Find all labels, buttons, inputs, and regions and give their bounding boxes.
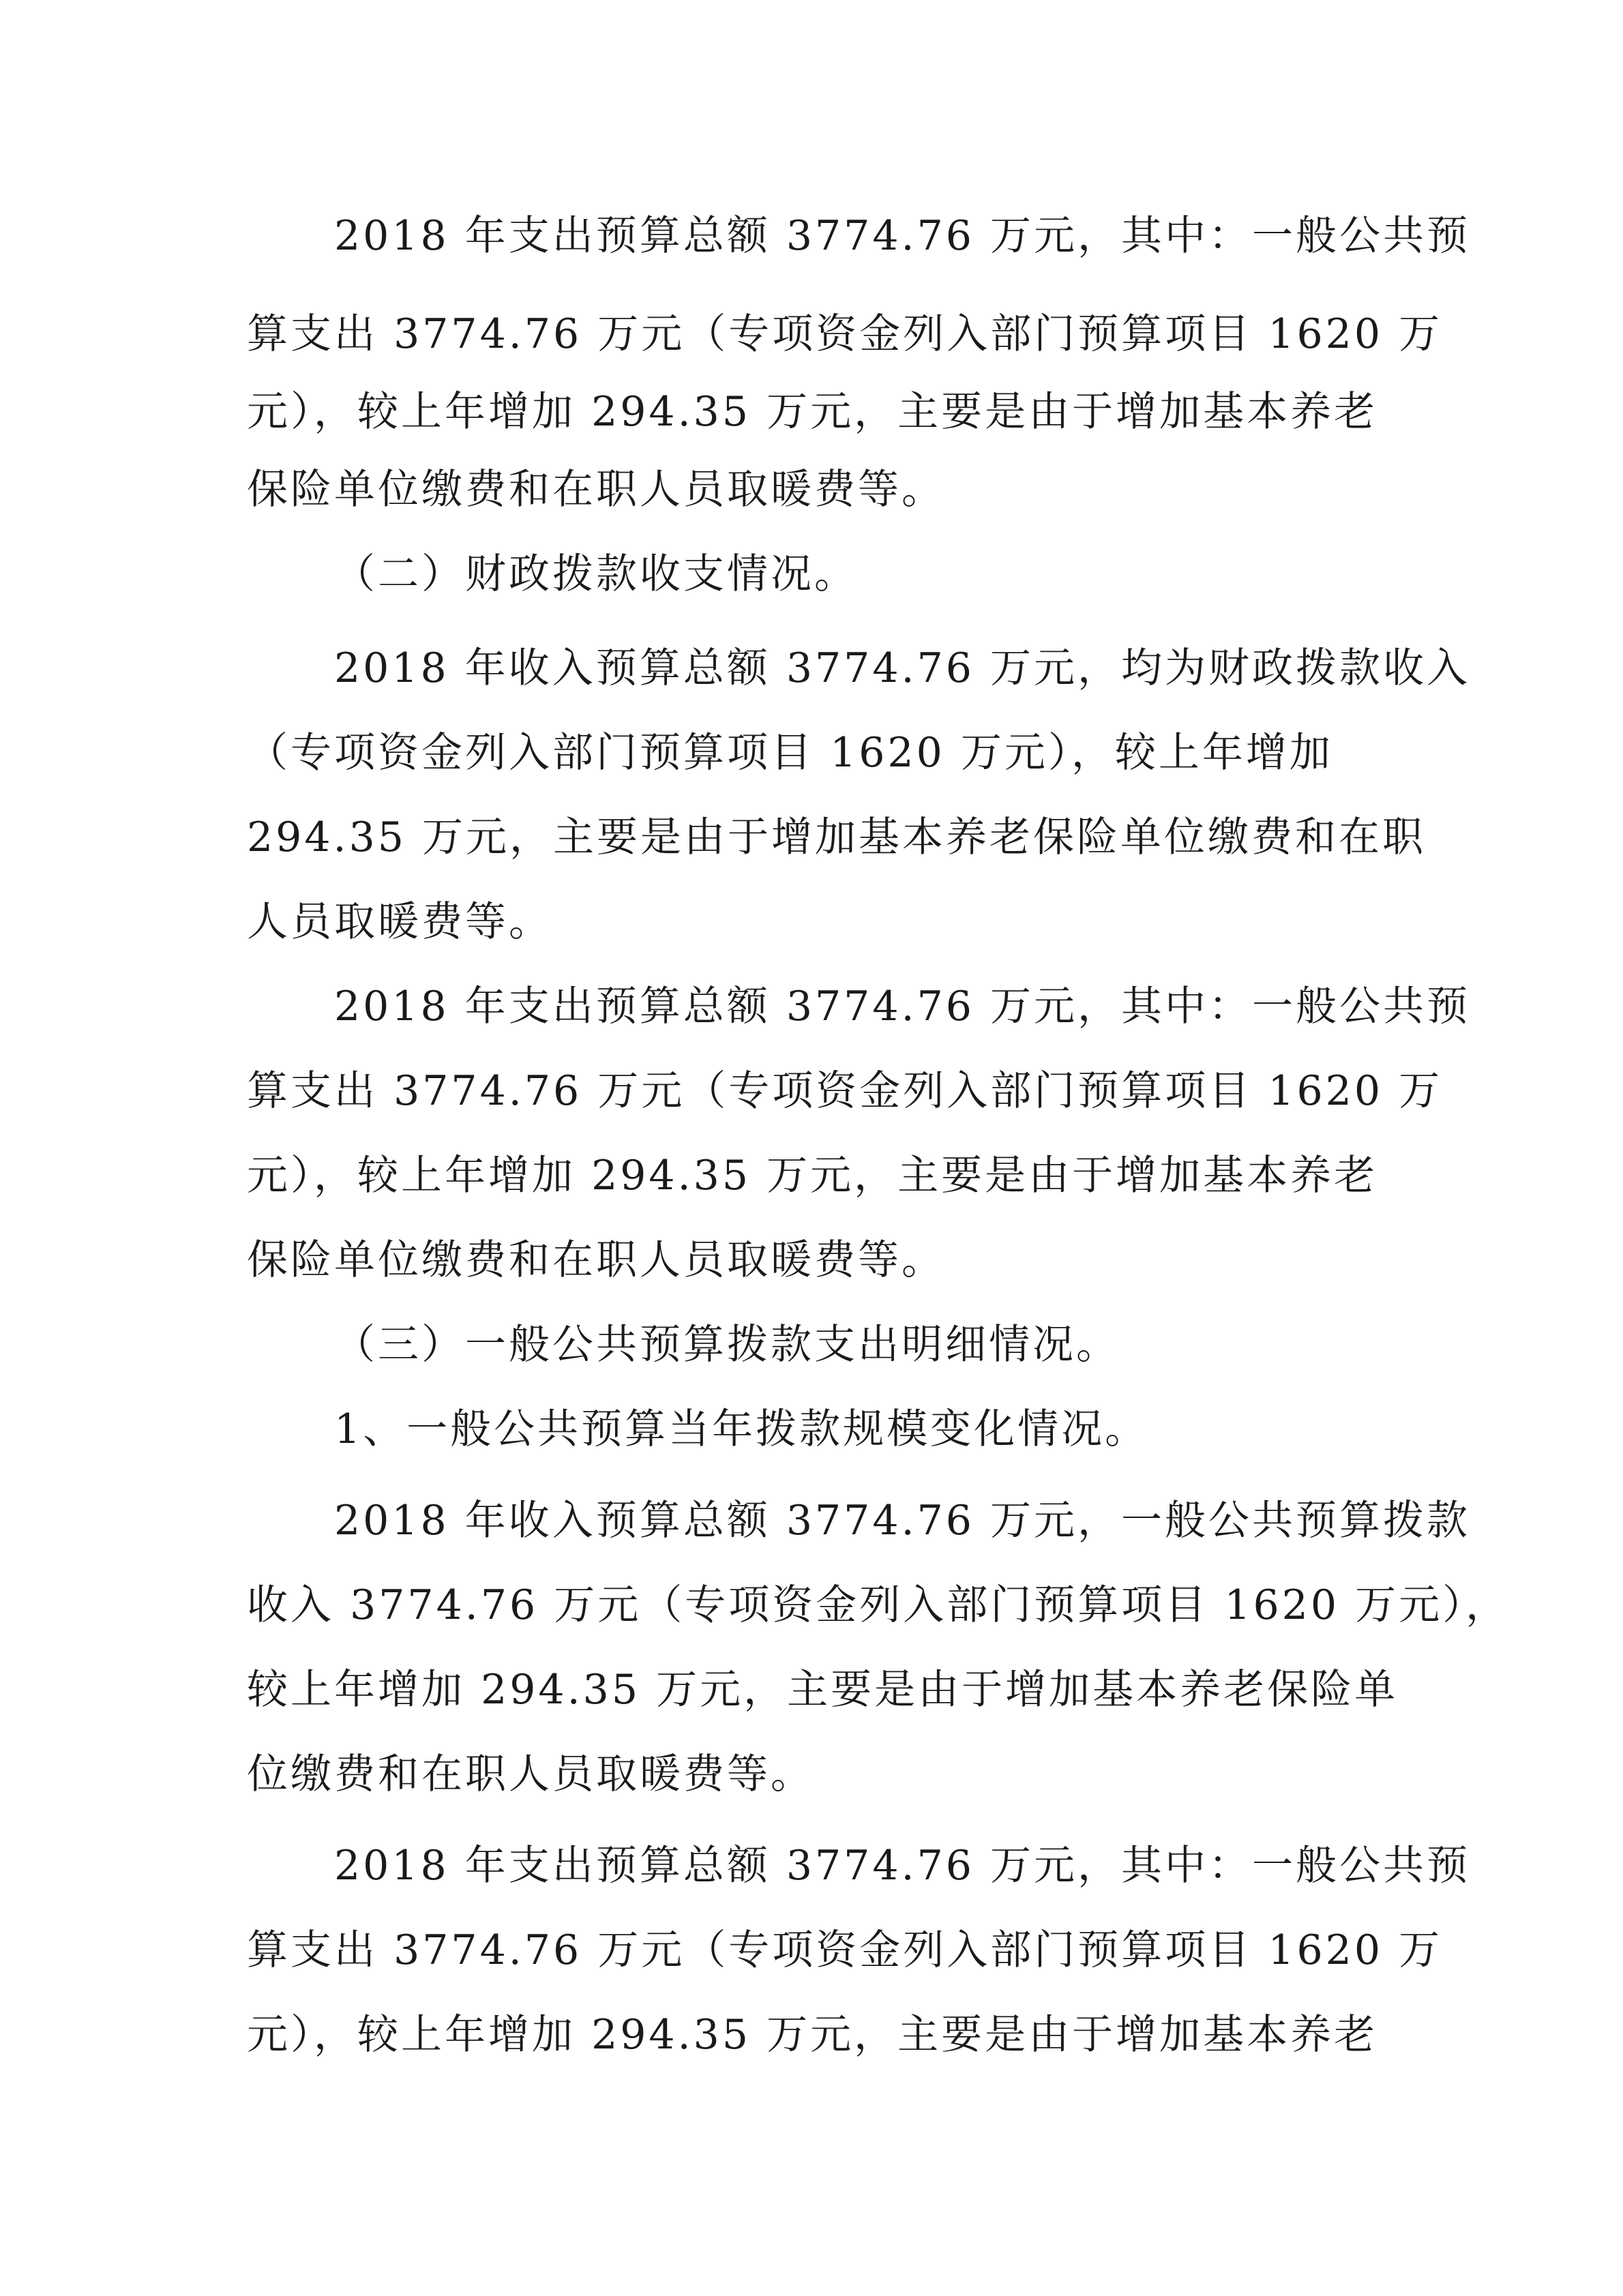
paragraph-line: 算支出 3774.76 万元（专项资金列入部门预算项目 1620 万 <box>247 310 1443 358</box>
section-heading: （二）财政拨款收支情况。 <box>334 550 858 598</box>
paragraph-line: 元），较上年增加 294.35 万元，主要是由于增加基本养老 <box>247 1152 1378 1199</box>
paragraph-line: 保险单位缴费和在职人员取暖费等。 <box>247 1236 945 1284</box>
paragraph-line: 收入 3774.76 万元（专项资金列入部门预算项目 1620 万元）， <box>247 1581 1510 1629</box>
subsection-heading: 1、一般公共预算当年拨款规模变化情况。 <box>334 1405 1149 1453</box>
paragraph-line: 保险单位缴费和在职人员取暖费等。 <box>247 466 945 513</box>
paragraph-line: 元），较上年增加 294.35 万元，主要是由于增加基本养老 <box>247 388 1378 436</box>
paragraph-line: 元），较上年增加 294.35 万元，主要是由于增加基本养老 <box>247 2011 1378 2059</box>
paragraph-line: 2018 年支出预算总额 3774.76 万元，其中：一般公共预 <box>334 1842 1471 1890</box>
paragraph-line: 2018 年支出预算总额 3774.76 万元，其中：一般公共预 <box>334 212 1471 260</box>
paragraph-line: 算支出 3774.76 万元（专项资金列入部门预算项目 1620 万 <box>247 1926 1443 1974</box>
paragraph-line: 2018 年收入预算总额 3774.76 万元，均为财政拨款收入 <box>334 644 1471 692</box>
paragraph-line: 294.35 万元，主要是由于增加基本养老保险单位缴费和在职 <box>247 814 1427 861</box>
paragraph-line: 2018 年支出预算总额 3774.76 万元，其中：一般公共预 <box>334 983 1471 1030</box>
paragraph-line: 位缴费和在职人员取暖费等。 <box>247 1750 814 1798</box>
paragraph-line: 人员取暖费等。 <box>247 898 552 946</box>
paragraph-line: （专项资金列入部门预算项目 1620 万元），较上年增加 <box>247 729 1333 777</box>
paragraph-line: 算支出 3774.76 万元（专项资金列入部门预算项目 1620 万 <box>247 1067 1443 1115</box>
paragraph-line: 较上年增加 294.35 万元，主要是由于增加基本养老保险单 <box>247 1666 1399 1714</box>
paragraph-line: 2018 年收入预算总额 3774.76 万元，一般公共预算拨款 <box>334 1497 1471 1545</box>
section-heading: （三）一般公共预算拨款支出明细情况。 <box>334 1321 1120 1369</box>
